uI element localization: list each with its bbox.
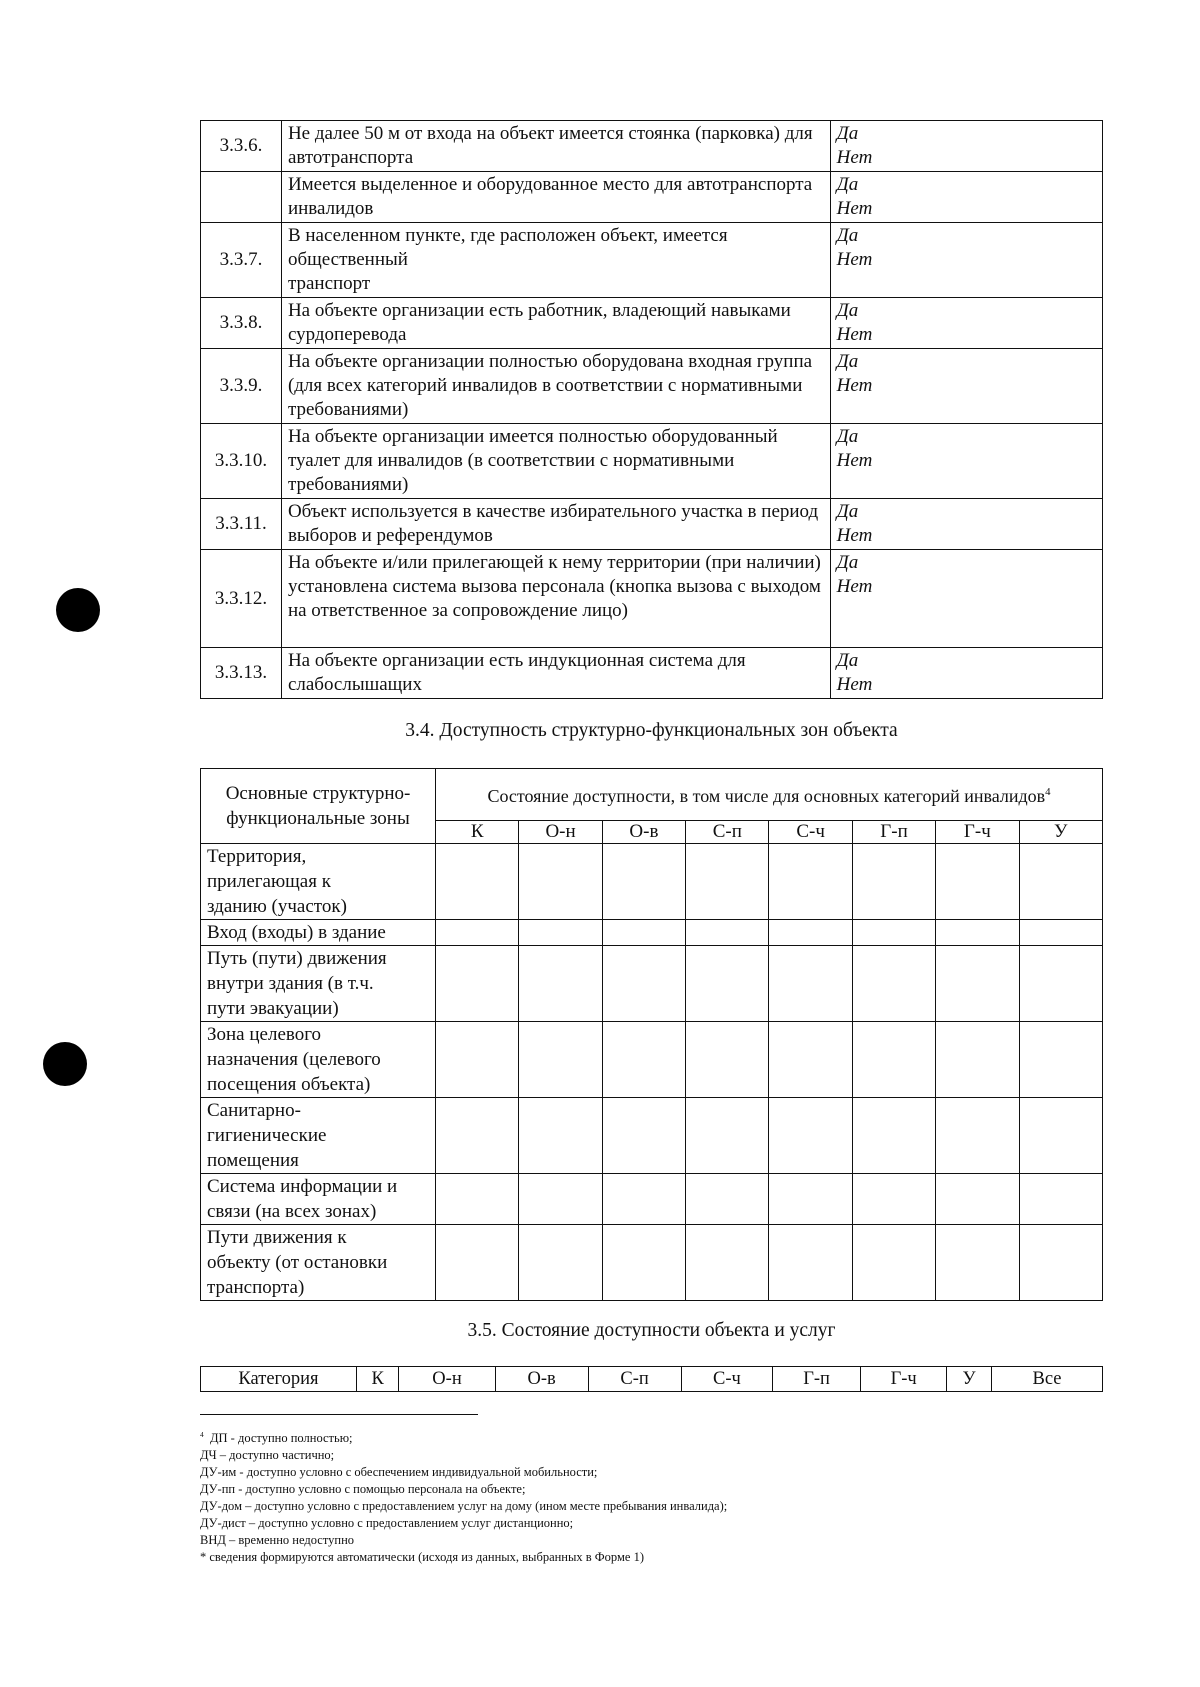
answer-cell xyxy=(830,648,1102,699)
answer-yes: Да xyxy=(836,174,859,195)
row-number: 3.3.8. xyxy=(201,298,282,349)
answer-no: Нет xyxy=(836,674,873,695)
punch-hole-bottom xyxy=(43,1042,87,1086)
answer-yes: Да xyxy=(836,650,859,671)
table-row xyxy=(201,424,1103,499)
zone-row xyxy=(201,920,1103,946)
footnote-line: * сведения формируются автоматически (исходя из данных, выбранных в Форме 1) xyxy=(200,1550,644,1565)
punch-hole-top xyxy=(56,588,100,632)
row-number xyxy=(201,172,282,223)
answer-cell xyxy=(830,550,1102,648)
footnote-line: $^4$ ДП - доступно полностью; xyxy=(200,1430,353,1446)
footnote-line: ДУ-пп - доступно условно с помощью персонала на объекте; xyxy=(200,1482,526,1497)
category-header: О-в xyxy=(602,821,685,844)
category-header: Г-п xyxy=(852,821,935,844)
category-header: С-ч xyxy=(769,821,852,844)
state-header xyxy=(436,769,1103,821)
answer-cell xyxy=(830,349,1102,424)
answer-yes: Да xyxy=(836,225,859,246)
zone-name: Санитарно- гигиенические помещения xyxy=(201,1098,436,1174)
category-header: О-в xyxy=(495,1367,588,1392)
answer-cell xyxy=(830,499,1102,550)
category-header: С-п xyxy=(686,821,769,844)
answer-yes: Да xyxy=(836,552,859,573)
answer-cell xyxy=(830,424,1102,499)
table-row xyxy=(201,172,1103,223)
row-number: 3.3.7. xyxy=(201,223,282,298)
footnote-line: ДУ-дом – доступно условно с предоставлением услуг на дому (ином месте пребывания инвалида); xyxy=(200,1499,728,1514)
section-3-4-title: 3.4. Доступность структурно-функциональных зон объекта xyxy=(405,720,898,741)
answer-no: Нет xyxy=(836,525,873,546)
footnote-line: ВНД – временно недоступно xyxy=(200,1533,355,1548)
answer-no: Нет xyxy=(836,198,873,219)
footnote-line: ДЧ – доступно частично; xyxy=(200,1448,335,1463)
category-header: К xyxy=(357,1367,399,1392)
category-header: Г-ч xyxy=(936,821,1019,844)
row-text: На объекте организации полностью оборудована входная группа (для всех категорий инвалидов в соответствии с нормативными требованиями) xyxy=(281,349,830,424)
answer-yes: Да xyxy=(836,351,859,372)
table-row xyxy=(201,648,1103,699)
table-row xyxy=(201,223,1103,298)
row-number: 3.3.13. xyxy=(201,648,282,699)
answer-no: Нет xyxy=(836,324,873,345)
answer-yes: Да xyxy=(836,426,859,447)
zone-name: Пути движения к объекту (от остановки транспорта) xyxy=(201,1225,436,1301)
zone-row xyxy=(201,1174,1103,1225)
answer-cell xyxy=(830,121,1102,172)
zone-row xyxy=(201,946,1103,1022)
row-text: На объекте организации есть работник, владеющий навыками сурдоперевода xyxy=(281,298,830,349)
zone-name: Вход (входы) в здание xyxy=(201,920,436,946)
table-row xyxy=(201,499,1103,550)
category-header: О-н xyxy=(519,821,602,844)
footnote-rule xyxy=(200,1414,478,1415)
answer-cell xyxy=(830,298,1102,349)
category-header: Г-п xyxy=(773,1367,861,1392)
footnote-mark: 4 xyxy=(1045,786,1051,798)
row-number: 3.3.9. xyxy=(201,349,282,424)
section-3-5-title: 3.5. Состояние доступности объекта и услуг xyxy=(467,1320,836,1341)
category-header: С-п xyxy=(588,1367,681,1392)
state-header-text: Состояние доступности, в том числе для основных категорий инвалидов xyxy=(487,786,1046,806)
zone-name: Зона целевого назначения (целевого посещения объекта) xyxy=(201,1022,436,1098)
header-row xyxy=(201,769,1103,821)
row-text: На объекте и/или прилегающей к нему территории (при наличии) установлена система вызова персонала (кнопка вызова с выходом на ответственное за сопровождение лицо) xyxy=(281,550,830,648)
category-header: О-н xyxy=(399,1367,495,1392)
category-header: Все xyxy=(992,1367,1103,1392)
row-text: На объекте организации есть индукционная система для слабослышащих xyxy=(281,648,830,699)
answer-no: Нет xyxy=(836,576,873,597)
category-label: Категория xyxy=(201,1367,357,1392)
zone-row xyxy=(201,1225,1103,1301)
footnotes xyxy=(200,1426,727,1566)
zone-name: Территория, прилегающая к зданию (участок) xyxy=(201,844,436,920)
answer-no: Нет xyxy=(836,249,873,270)
zone-name: Система информации и связи (на всех зонах) xyxy=(201,1174,436,1225)
answer-yes: Да xyxy=(836,501,859,522)
header-row xyxy=(201,1367,1103,1392)
section-3-4-table xyxy=(200,768,1103,1301)
section-3-3-table xyxy=(200,120,1103,699)
zone-header: Основные структурно-функциональные зоны xyxy=(201,769,436,844)
row-number: 3.3.10. xyxy=(201,424,282,499)
category-header: Г-ч xyxy=(861,1367,947,1392)
answer-cell xyxy=(830,223,1102,298)
answer-yes: Да xyxy=(836,300,859,321)
answer-cell xyxy=(830,172,1102,223)
row-text: На объекте организации имеется полностью оборудованный туалет для инвалидов (в соответствии с нормативными требованиями) xyxy=(281,424,830,499)
table-row xyxy=(201,121,1103,172)
zone-row xyxy=(201,844,1103,920)
zone-name: Путь (пути) движения внутри здания (в т.ч. пути эвакуации) xyxy=(201,946,436,1022)
category-header: У xyxy=(1019,821,1102,844)
row-number: 3.3.6. xyxy=(201,121,282,172)
section-3-5-table xyxy=(200,1366,1103,1392)
footnote-mark: 4 xyxy=(200,1430,204,1439)
table-row xyxy=(201,298,1103,349)
row-number: 3.3.11. xyxy=(201,499,282,550)
row-text: В населенном пункте, где расположен объект, имеется общественный транспорт xyxy=(281,223,830,298)
category-header: У xyxy=(947,1367,992,1392)
answer-no: Нет xyxy=(836,147,873,168)
answer-yes: Да xyxy=(836,123,859,144)
table-row xyxy=(201,550,1103,648)
table-row xyxy=(201,349,1103,424)
footnote-line: ДУ-дист – доступно условно с предоставлением услуг дистанционно; xyxy=(200,1516,574,1531)
row-number: 3.3.12. xyxy=(201,550,282,648)
category-header: К xyxy=(436,821,519,844)
row-text: Объект используется в качестве избирательного участка в период выборов и референдумов xyxy=(281,499,830,550)
row-text: Имеется выделенное и оборудованное место для автотранспорта инвалидов xyxy=(281,172,830,223)
row-text: Не далее 50 м от входа на объект имеется стоянка (парковка) для автотранспорта xyxy=(281,121,830,172)
zone-row xyxy=(201,1098,1103,1174)
category-header: С-ч xyxy=(681,1367,772,1392)
zone-row xyxy=(201,1022,1103,1098)
answer-no: Нет xyxy=(836,375,873,396)
answer-no: Нет xyxy=(836,450,873,471)
footnote-line: ДУ-им - доступно условно с обеспечением индивидуальной мобильности; xyxy=(200,1465,598,1480)
